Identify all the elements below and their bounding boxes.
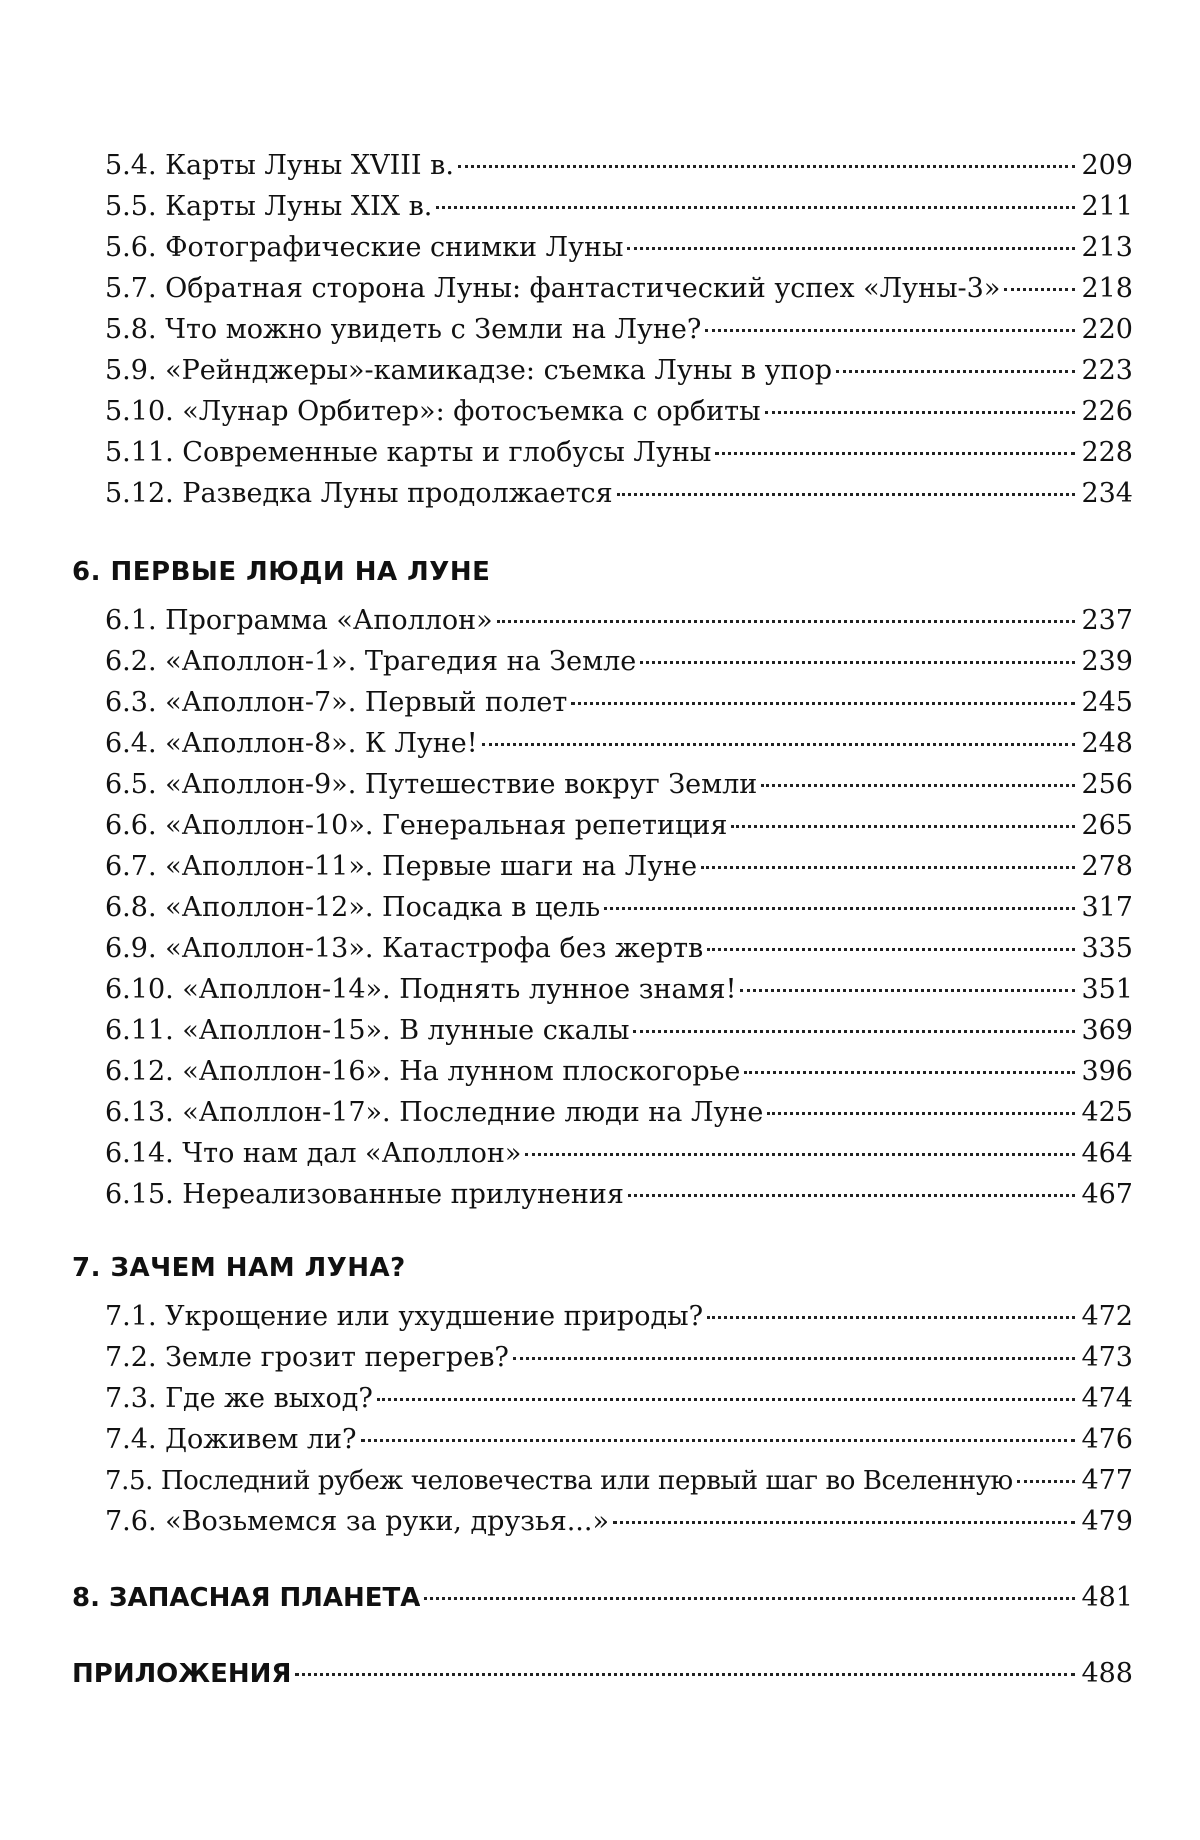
toc-entry[interactable] — [105, 1422, 1133, 1458]
entry-page-number: 467 — [1081, 1179, 1133, 1210]
entry-title: 6.11. «Аполлон-15». В лунные скалы — [105, 1015, 630, 1046]
toc-entry[interactable] — [105, 603, 1133, 639]
dot-leader — [613, 1521, 1075, 1524]
toc-entry[interactable] — [105, 1095, 1133, 1131]
entry-page-number: 226 — [1081, 396, 1133, 427]
toc-entry[interactable] — [105, 1463, 1133, 1499]
entry-title: 6.5. «Аполлон-9». Путешествие вокруг Земли — [105, 769, 758, 800]
entry-page-number: 228 — [1081, 437, 1133, 468]
entry-title: 5.8. Что можно увидеть с Земли на Луне? — [105, 314, 702, 345]
dot-leader — [633, 1030, 1075, 1033]
entry-title: 7.6. «Возьмемся за руки, друзья...» — [105, 1506, 609, 1537]
entry-title: 6.6. «Аполлон-10». Генеральная репетиция — [105, 810, 728, 841]
toc-entry[interactable] — [105, 685, 1133, 721]
entry-title: 7.5. Последний рубеж человечества или первый шаг во Вселенную — [105, 1466, 1013, 1496]
dot-leader — [525, 1153, 1075, 1156]
dot-leader — [836, 370, 1075, 373]
entry-page-number: 278 — [1081, 851, 1133, 882]
entry-title: 6.3. «Аполлон-7». Первый полет — [105, 687, 568, 718]
entry-page-number: 234 — [1081, 478, 1133, 509]
toc-entry[interactable] — [105, 189, 1133, 225]
dot-leader — [731, 825, 1075, 828]
dot-leader — [1017, 1480, 1075, 1483]
chapter-6-heading[interactable]: 6. ПЕРВЫЕ ЛЮДИ НА ЛУНЕ — [72, 557, 491, 587]
toc-entry[interactable] — [105, 1340, 1133, 1376]
dot-leader — [604, 907, 1075, 910]
toc-entry[interactable] — [105, 767, 1133, 803]
dot-leader — [744, 1071, 1075, 1074]
entry-title: 6.10. «Аполлон-14». Поднять лунное знамя! — [105, 974, 737, 1005]
entry-page-number: 213 — [1081, 232, 1133, 263]
dot-leader — [377, 1398, 1075, 1401]
toc-entry[interactable] — [105, 1136, 1133, 1172]
toc-entry[interactable] — [105, 1504, 1133, 1540]
entry-title: 5.10. «Лунар Орбитер»: фотосъемка с орбиты — [105, 396, 761, 427]
dot-leader — [482, 743, 1075, 746]
dot-leader — [424, 1597, 1075, 1600]
entry-page-number: 245 — [1081, 687, 1133, 718]
entry-title: 5.11. Современные карты и глобусы Луны — [105, 437, 712, 468]
toc-entry[interactable] — [105, 726, 1133, 762]
entry-page-number: 474 — [1081, 1383, 1133, 1414]
entry-title: 6.15. Нереализованные прилунения — [105, 1179, 624, 1210]
entry-page-number: 248 — [1081, 728, 1133, 759]
dot-leader — [740, 989, 1075, 992]
dot-leader — [361, 1439, 1075, 1442]
dot-leader — [1004, 288, 1075, 291]
entry-page-number: 317 — [1081, 892, 1133, 923]
toc-entry[interactable] — [105, 1013, 1133, 1049]
dot-leader — [767, 1112, 1075, 1115]
toc-entry[interactable] — [105, 230, 1133, 266]
dot-leader — [436, 206, 1075, 209]
entry-title: 7.3. Где же выход? — [105, 1383, 373, 1414]
entry-title: 5.12. Разведка Луны продолжается — [105, 478, 613, 509]
dot-leader — [628, 1194, 1075, 1197]
entry-title: 6.14. Что нам дал «Аполлон» — [105, 1138, 522, 1169]
entry-page-number: 239 — [1081, 646, 1133, 677]
dot-leader — [571, 702, 1075, 705]
entry-page-number: 223 — [1081, 355, 1133, 386]
entry-title: 7.2. Земле грозит перегрев? — [105, 1342, 509, 1373]
entry-page-number: 479 — [1081, 1506, 1133, 1537]
entry-page-number: 473 — [1081, 1342, 1133, 1373]
entry-title: 8. ЗАПАСНАЯ ПЛАНЕТА — [72, 1583, 421, 1613]
entry-title: 5.4. Карты Луны XVIII в. — [105, 150, 454, 181]
entry-page-number: 481 — [1081, 1582, 1133, 1613]
dot-leader — [707, 948, 1075, 951]
toc-entry[interactable] — [105, 353, 1133, 389]
toc-entry[interactable] — [105, 644, 1133, 680]
toc-entry[interactable] — [105, 972, 1133, 1008]
entry-title: 6.4. «Аполлон-8». К Луне! — [105, 728, 478, 759]
toc-entry[interactable] — [105, 148, 1133, 184]
toc-entry[interactable] — [105, 808, 1133, 844]
dot-leader — [497, 620, 1075, 623]
entry-page-number: 256 — [1081, 769, 1133, 800]
toc-entry[interactable] — [105, 271, 1133, 307]
dot-leader — [705, 329, 1075, 332]
toc-entry[interactable] — [105, 1177, 1133, 1213]
entry-title: 5.7. Обратная сторона Луны: фантастический успех «Луны-3» — [105, 273, 1001, 304]
toc-entry[interactable] — [105, 476, 1133, 512]
toc-entry[interactable] — [105, 931, 1133, 967]
entry-title: 5.5. Карты Луны XIX в. — [105, 191, 433, 222]
entry-page-number: 265 — [1081, 810, 1133, 841]
chapter-7-heading[interactable]: 7. ЗАЧЕМ НАМ ЛУНА? — [72, 1253, 406, 1283]
dot-leader — [458, 165, 1075, 168]
entry-title: 6.7. «Аполлон-11». Первые шаги на Луне — [105, 851, 698, 882]
entry-page-number: 335 — [1081, 933, 1133, 964]
dot-leader — [707, 1316, 1075, 1319]
entry-title: 6.9. «Аполлон-13». Катастрофа без жертв — [105, 933, 704, 964]
entry-page-number: 220 — [1081, 314, 1133, 345]
dot-leader — [295, 1673, 1075, 1676]
entry-page-number: 425 — [1081, 1097, 1133, 1128]
dot-leader — [761, 784, 1075, 787]
dot-leader — [640, 661, 1075, 664]
entry-title: ПРИЛОЖЕНИЯ — [72, 1659, 292, 1689]
entry-title: 6.8. «Аполлон-12». Посадка в цель — [105, 892, 601, 923]
entry-title: 7.4. Доживем ли? — [105, 1424, 357, 1455]
entry-page-number: 351 — [1081, 974, 1133, 1005]
entry-title: 5.9. «Рейнджеры»-камикадзе: съемка Луны в упор — [105, 355, 833, 386]
dot-leader — [715, 452, 1075, 455]
toc-entry[interactable] — [105, 1299, 1133, 1335]
dot-leader — [627, 247, 1075, 250]
entry-page-number: 218 — [1081, 273, 1133, 304]
entry-title: 6.12. «Аполлон-16». На лунном плоскогорье — [105, 1056, 741, 1087]
toc-entry[interactable] — [105, 1381, 1133, 1417]
entry-page-number: 472 — [1081, 1301, 1133, 1332]
entry-title: 7.1. Укрощение или ухудшение природы? — [105, 1301, 704, 1332]
toc-entry[interactable] — [105, 1054, 1133, 1090]
chapter-8-entry[interactable] — [72, 1580, 1133, 1616]
entry-page-number: 237 — [1081, 605, 1133, 636]
entry-page-number: 477 — [1081, 1465, 1133, 1496]
entry-title: 6.2. «Аполлон-1». Трагедия на Земле — [105, 646, 637, 677]
entry-page-number: 488 — [1081, 1658, 1133, 1689]
entry-title: 5.6. Фотографические снимки Луны — [105, 232, 624, 263]
entry-page-number: 476 — [1081, 1424, 1133, 1455]
dot-leader — [701, 866, 1075, 869]
dot-leader — [513, 1357, 1075, 1360]
toc-entry[interactable] — [105, 312, 1133, 348]
toc-entry[interactable] — [105, 849, 1133, 885]
toc-entry[interactable] — [105, 890, 1133, 926]
entry-page-number: 211 — [1081, 191, 1133, 222]
toc-entry[interactable] — [105, 435, 1133, 471]
entry-page-number: 369 — [1081, 1015, 1133, 1046]
dot-leader — [617, 493, 1075, 496]
appendix-entry[interactable] — [72, 1656, 1133, 1692]
entry-title: 6.1. Программа «Аполлон» — [105, 605, 493, 636]
entry-page-number: 464 — [1081, 1138, 1133, 1169]
entry-page-number: 396 — [1081, 1056, 1133, 1087]
dot-leader — [765, 411, 1075, 414]
toc-entry[interactable] — [105, 394, 1133, 430]
entry-page-number: 209 — [1081, 150, 1133, 181]
entry-title: 6.13. «Аполлон-17». Последние люди на Луне — [105, 1097, 764, 1128]
